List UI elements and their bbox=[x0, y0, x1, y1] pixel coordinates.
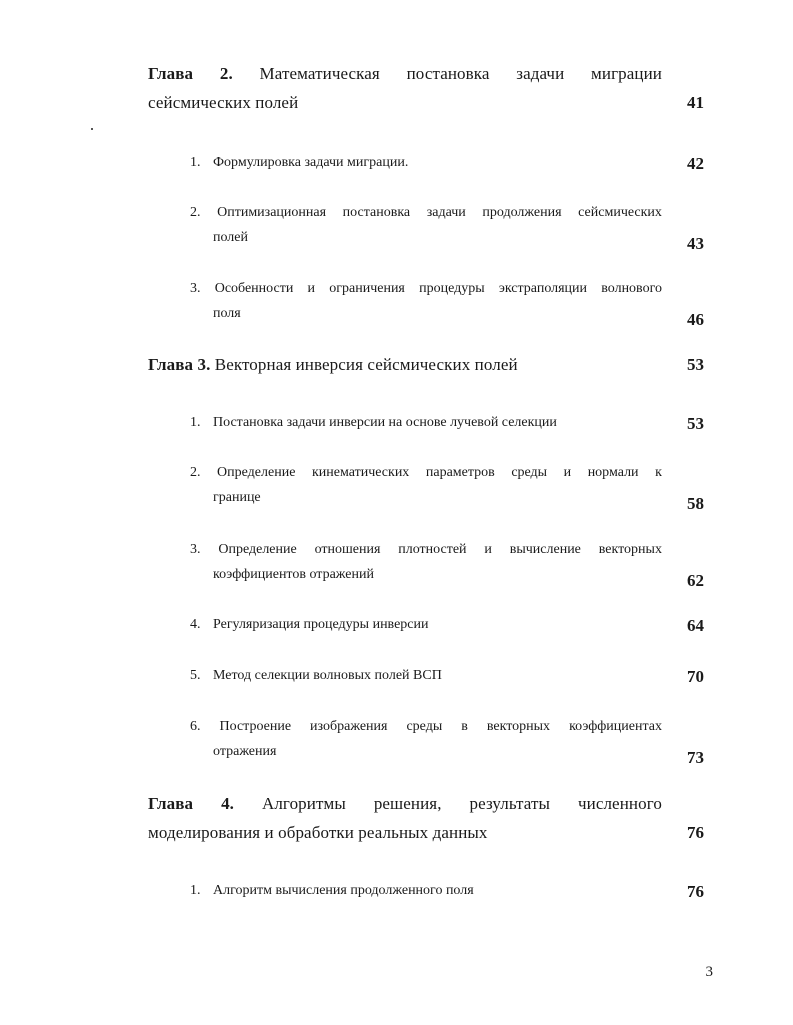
toc-item-3-3-page: 62 bbox=[687, 571, 704, 590]
toc-item-3-5-page: 70 bbox=[687, 667, 704, 686]
toc-item-word: коэффициентах bbox=[569, 719, 662, 734]
toc-item-3-5 bbox=[190, 668, 442, 684]
chapter-4-word-2: 4. bbox=[221, 794, 235, 813]
toc-item-number: 2. bbox=[190, 205, 201, 220]
chapter-4-word-1: Глава bbox=[148, 794, 194, 813]
toc-item-3-1-page: 53 bbox=[687, 414, 704, 433]
toc-item-number: 6. bbox=[190, 719, 201, 734]
toc-item-text: Алгоритм вычисления продолженного поля bbox=[213, 883, 474, 898]
toc-item-word: нормали bbox=[587, 465, 639, 480]
toc-item-3-2-line-2: границе bbox=[213, 490, 261, 505]
toc-item-word: среды bbox=[511, 465, 548, 480]
toc-item-word: векторных bbox=[486, 719, 551, 734]
toc-item-3-4-page: 64 bbox=[687, 616, 704, 635]
chapter-2-heading-line-1 bbox=[148, 64, 662, 84]
toc-item-text: Метод селекции волновых полей ВСП bbox=[213, 668, 442, 683]
toc-item-3-6-line-2: отражения bbox=[213, 744, 277, 759]
toc-item-2-3-line-2: поля bbox=[213, 306, 241, 321]
toc-item-number: 4. bbox=[190, 617, 201, 632]
chapter-2-word-4: постановка bbox=[406, 64, 490, 83]
chapter-2-word-5: задачи bbox=[516, 64, 565, 83]
toc-item-word: Особенности bbox=[214, 281, 294, 296]
toc-item-3-6-page: 73 bbox=[687, 748, 704, 767]
toc-item-3-2-page: 58 bbox=[687, 494, 704, 513]
toc-item-text: Формулировка задачи миграции. bbox=[213, 155, 409, 170]
toc-item-2-1-page: 42 bbox=[687, 154, 704, 173]
chapter-4-word-5: результаты bbox=[469, 794, 551, 813]
toc-item-word: и bbox=[563, 465, 572, 480]
chapter-4-page-number: 76 bbox=[687, 823, 704, 842]
page-number: 3 bbox=[705, 964, 713, 980]
toc-item-3-4 bbox=[190, 617, 429, 633]
chapter-2-word-3: Математическая bbox=[259, 64, 380, 83]
toc-item-word: среды bbox=[406, 719, 443, 734]
chapter-2-word-1: Глава bbox=[148, 64, 194, 83]
toc-item-word: процедуры bbox=[419, 281, 485, 296]
toc-item-word: и bbox=[484, 542, 492, 557]
toc-item-word: постановка bbox=[342, 205, 411, 220]
toc-item-word: сейсмических bbox=[578, 205, 662, 220]
toc-item-number: 1. bbox=[190, 155, 201, 170]
toc-item-word: параметров bbox=[425, 465, 495, 480]
toc-item-word: и bbox=[307, 281, 316, 296]
chapter-4-word-3: Алгоритмы bbox=[261, 794, 346, 813]
toc-item-word: в bbox=[461, 719, 468, 734]
toc-item-3-6-line-1 bbox=[190, 719, 662, 735]
toc-item-2-2-page: 43 bbox=[687, 234, 704, 253]
toc-item-text: Постановка задачи инверсии на основе лучевой селекции bbox=[213, 415, 557, 430]
scan-speck bbox=[91, 128, 93, 130]
chapter-2-word-2: 2. bbox=[219, 64, 233, 83]
toc-item-word: кинематических bbox=[311, 465, 410, 480]
chapter-2-heading-line-2: сейсмических полей bbox=[148, 93, 299, 112]
toc-item-word: Оптимизационная bbox=[217, 205, 327, 220]
toc-item-4-1 bbox=[190, 883, 474, 899]
chapter-4-heading-line-1 bbox=[148, 794, 662, 814]
toc-item-2-2-line-1 bbox=[190, 205, 662, 221]
toc-item-word: продолжения bbox=[482, 205, 562, 220]
chapter-2-page-number: 41 bbox=[687, 93, 704, 112]
chapter-3-heading bbox=[148, 355, 518, 375]
toc-item-4-1-page: 76 bbox=[687, 882, 704, 901]
toc-item-word: к bbox=[655, 465, 662, 480]
chapter-4-heading-line-2: моделирования и обработки реальных данных bbox=[148, 823, 488, 842]
toc-item-2-1 bbox=[190, 155, 408, 171]
toc-item-number: 2. bbox=[190, 465, 201, 480]
chapter-2-word-6: миграции bbox=[591, 64, 662, 83]
toc-item-word: Построение bbox=[219, 719, 292, 734]
toc-item-2-2-line-2: полей bbox=[213, 230, 248, 245]
toc-item-word: отношения bbox=[314, 542, 381, 557]
toc-item-word: Определение bbox=[217, 465, 296, 480]
chapter-3-page-number: 53 bbox=[687, 355, 704, 374]
toc-item-word: плотностей bbox=[398, 542, 467, 557]
toc-item-text: Регуляризация процедуры инверсии bbox=[213, 617, 429, 632]
toc-item-3-2-line-1 bbox=[190, 465, 662, 481]
toc-item-word: волнового bbox=[601, 281, 662, 296]
toc-item-word: Определение bbox=[218, 542, 297, 557]
toc-item-word: изображения bbox=[310, 719, 388, 734]
toc-item-number: 1. bbox=[190, 415, 201, 430]
toc-item-number: 5. bbox=[190, 668, 201, 683]
toc-item-number: 3. bbox=[190, 542, 201, 557]
toc-item-2-3-page: 46 bbox=[687, 310, 704, 329]
toc-item-2-3-line-1 bbox=[190, 281, 662, 297]
toc-item-number: 1. bbox=[190, 883, 201, 898]
chapter-3-label: Глава 3. bbox=[148, 355, 211, 374]
chapter-4-word-6: численного bbox=[577, 794, 662, 813]
chapter-3-title: Векторная инверсия сейсмических полей bbox=[210, 355, 518, 374]
toc-item-3-3-line-1 bbox=[190, 542, 662, 558]
toc-item-3-3-line-2: коэффициентов отражений bbox=[213, 567, 374, 582]
toc-item-word: векторных bbox=[598, 542, 662, 557]
toc-item-number: 3. bbox=[190, 281, 201, 296]
toc-item-word: вычисление bbox=[509, 542, 581, 557]
toc-item-word: экстраполяции bbox=[498, 281, 588, 296]
toc-item-word: задачи bbox=[426, 205, 466, 220]
chapter-4-word-4: решения, bbox=[373, 794, 442, 813]
toc-item-word: ограничения bbox=[329, 281, 405, 296]
toc-item-3-1 bbox=[190, 415, 557, 431]
